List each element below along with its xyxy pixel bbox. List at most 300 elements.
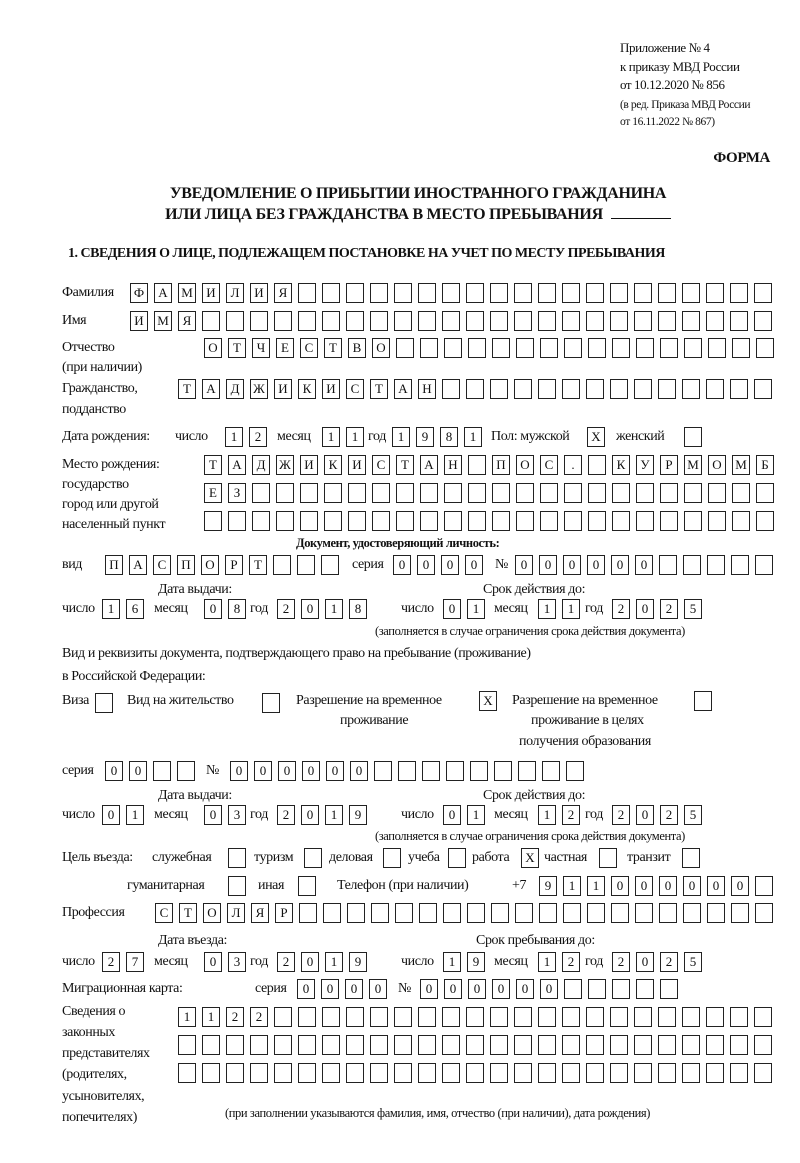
character-cell[interactable] [322,283,340,303]
character-cell[interactable] [754,1007,772,1027]
character-cell[interactable]: 9 [539,876,557,896]
character-cell[interactable]: 0 [102,805,120,825]
character-cell[interactable]: 2 [562,805,580,825]
character-cell[interactable] [492,338,510,358]
character-cell[interactable]: 0 [301,805,319,825]
character-cell[interactable]: О [203,903,221,923]
character-cell[interactable] [322,1063,340,1083]
character-cell[interactable]: И [274,379,292,399]
character-cell[interactable] [347,903,365,923]
character-cell[interactable] [226,311,244,331]
character-cell[interactable]: 0 [515,555,533,575]
character-cell[interactable]: Т [396,455,414,475]
character-cell[interactable]: 0 [326,761,344,781]
character-cell[interactable] [346,1063,364,1083]
character-cell[interactable]: 2 [250,1007,268,1027]
character-cell[interactable]: 0 [636,952,654,972]
character-cell[interactable] [730,283,748,303]
character-cell[interactable] [706,1035,724,1055]
character-cell[interactable]: Т [249,555,267,575]
character-cell[interactable] [755,555,773,575]
character-cell[interactable]: 0 [230,761,248,781]
character-cell[interactable] [346,1007,364,1027]
character-cell[interactable] [304,848,322,868]
character-cell[interactable]: 1 [443,952,461,972]
character-cell[interactable] [588,483,606,503]
character-cell[interactable] [444,511,462,531]
character-cell[interactable] [394,1063,412,1083]
character-cell[interactable] [683,555,701,575]
character-cell[interactable] [586,1063,604,1083]
character-cell[interactable]: 2 [562,952,580,972]
character-cell[interactable] [587,903,605,923]
character-cell[interactable] [636,338,654,358]
character-cell[interactable] [514,1063,532,1083]
character-cell[interactable] [422,761,440,781]
character-cell[interactable] [418,283,436,303]
character-cell[interactable] [228,848,246,868]
character-cell[interactable] [634,311,652,331]
character-cell[interactable]: 2 [226,1007,244,1027]
character-cell[interactable]: Т [370,379,388,399]
character-cell[interactable] [324,511,342,531]
character-cell[interactable]: П [177,555,195,575]
character-cell[interactable]: 1 [464,427,482,447]
character-cell[interactable] [540,338,558,358]
character-cell[interactable]: Д [226,379,244,399]
character-cell[interactable]: 0 [465,555,483,575]
character-cell[interactable]: 0 [302,761,320,781]
character-cell[interactable] [682,311,700,331]
character-cell[interactable] [636,979,654,999]
character-cell[interactable] [490,1063,508,1083]
character-cell[interactable] [566,761,584,781]
character-cell[interactable] [610,379,628,399]
character-cell[interactable]: 5 [684,805,702,825]
character-cell[interactable] [348,511,366,531]
character-cell[interactable]: X [479,691,497,711]
character-cell[interactable]: 0 [659,876,677,896]
character-cell[interactable] [658,1007,676,1027]
character-cell[interactable] [562,1035,580,1055]
character-cell[interactable] [732,483,750,503]
character-cell[interactable] [396,483,414,503]
character-cell[interactable]: Т [228,338,246,358]
character-cell[interactable]: К [612,455,630,475]
character-cell[interactable] [252,483,270,503]
character-cell[interactable] [538,283,556,303]
character-cell[interactable]: 1 [562,599,580,619]
character-cell[interactable] [538,1007,556,1027]
character-cell[interactable] [586,311,604,331]
character-cell[interactable] [371,903,389,923]
character-cell[interactable]: М [732,455,750,475]
character-cell[interactable] [612,483,630,503]
character-cell[interactable]: 9 [349,952,367,972]
character-cell[interactable] [706,1007,724,1027]
character-cell[interactable] [682,1035,700,1055]
character-cell[interactable] [202,1035,220,1055]
character-cell[interactable]: 2 [249,427,267,447]
character-cell[interactable]: О [204,338,222,358]
character-cell[interactable] [730,1007,748,1027]
character-cell[interactable] [731,555,749,575]
character-cell[interactable] [490,283,508,303]
character-cell[interactable]: 8 [440,427,458,447]
character-cell[interactable] [706,379,724,399]
character-cell[interactable] [610,1063,628,1083]
character-cell[interactable]: 6 [126,599,144,619]
character-cell[interactable] [588,455,606,475]
character-cell[interactable] [418,1007,436,1027]
character-cell[interactable]: Е [204,483,222,503]
character-cell[interactable]: 2 [612,599,630,619]
character-cell[interactable] [756,511,774,531]
character-cell[interactable] [153,761,171,781]
character-cell[interactable] [372,483,390,503]
character-cell[interactable] [420,338,438,358]
character-cell[interactable]: М [178,283,196,303]
character-cell[interactable]: 5 [684,952,702,972]
character-cell[interactable]: 0 [611,876,629,896]
character-cell[interactable] [588,979,606,999]
character-cell[interactable]: С [372,455,390,475]
character-cell[interactable] [276,511,294,531]
character-cell[interactable] [682,1063,700,1083]
character-cell[interactable] [518,761,536,781]
character-cell[interactable] [228,511,246,531]
character-cell[interactable] [538,1063,556,1083]
character-cell[interactable] [610,1007,628,1027]
character-cell[interactable] [564,338,582,358]
character-cell[interactable] [586,379,604,399]
character-cell[interactable]: У [636,455,654,475]
character-cell[interactable] [707,555,725,575]
character-cell[interactable] [446,761,464,781]
character-cell[interactable] [490,1007,508,1027]
character-cell[interactable] [658,1035,676,1055]
character-cell[interactable] [394,1007,412,1027]
character-cell[interactable] [562,311,580,331]
character-cell[interactable]: Н [418,379,436,399]
character-cell[interactable]: О [372,338,390,358]
character-cell[interactable]: Я [178,311,196,331]
character-cell[interactable]: К [298,379,316,399]
character-cell[interactable]: С [153,555,171,575]
character-cell[interactable]: 1 [346,427,364,447]
character-cell[interactable] [706,283,724,303]
character-cell[interactable] [610,283,628,303]
character-cell[interactable] [634,1063,652,1083]
character-cell[interactable] [466,1007,484,1027]
character-cell[interactable] [706,311,724,331]
character-cell[interactable] [448,848,466,868]
character-cell[interactable]: Т [179,903,197,923]
character-cell[interactable] [346,1035,364,1055]
character-cell[interactable] [396,338,414,358]
character-cell[interactable] [177,761,195,781]
character-cell[interactable] [466,1063,484,1083]
character-cell[interactable] [658,311,676,331]
character-cell[interactable]: 1 [538,599,556,619]
character-cell[interactable]: 0 [369,979,387,999]
character-cell[interactable] [540,483,558,503]
character-cell[interactable] [418,1063,436,1083]
character-cell[interactable]: 2 [660,805,678,825]
character-cell[interactable] [684,483,702,503]
character-cell[interactable] [612,338,630,358]
character-cell[interactable]: 0 [350,761,368,781]
character-cell[interactable]: Т [204,455,222,475]
character-cell[interactable]: Е [276,338,294,358]
character-cell[interactable] [564,511,582,531]
character-cell[interactable]: 0 [204,952,222,972]
character-cell[interactable] [683,903,701,923]
character-cell[interactable]: 1 [538,952,556,972]
character-cell[interactable]: 0 [443,599,461,619]
character-cell[interactable]: 1 [325,952,343,972]
character-cell[interactable]: Я [251,903,269,923]
character-cell[interactable] [419,903,437,923]
character-cell[interactable] [442,1035,460,1055]
character-cell[interactable] [468,511,486,531]
character-cell[interactable] [634,379,652,399]
character-cell[interactable]: 1 [587,876,605,896]
character-cell[interactable] [466,379,484,399]
character-cell[interactable]: А [394,379,412,399]
character-cell[interactable] [250,311,268,331]
character-cell[interactable] [178,1035,196,1055]
character-cell[interactable]: И [322,379,340,399]
character-cell[interactable]: 0 [105,761,123,781]
character-cell[interactable] [420,511,438,531]
character-cell[interactable] [298,1007,316,1027]
character-cell[interactable] [370,283,388,303]
character-cell[interactable] [226,1063,244,1083]
character-cell[interactable] [658,1063,676,1083]
character-cell[interactable]: С [300,338,318,358]
character-cell[interactable] [658,379,676,399]
character-cell[interactable] [374,761,392,781]
character-cell[interactable] [684,338,702,358]
character-cell[interactable]: 1 [392,427,410,447]
character-cell[interactable]: Ф [130,283,148,303]
character-cell[interactable] [322,1035,340,1055]
character-cell[interactable] [323,903,341,923]
character-cell[interactable]: 1 [225,427,243,447]
character-cell[interactable] [730,379,748,399]
character-cell[interactable] [754,1035,772,1055]
character-cell[interactable]: 1 [126,805,144,825]
character-cell[interactable]: М [154,311,172,331]
character-cell[interactable]: 1 [202,1007,220,1027]
character-cell[interactable] [370,311,388,331]
character-cell[interactable]: 0 [636,805,654,825]
character-cell[interactable] [492,483,510,503]
character-cell[interactable] [586,283,604,303]
character-cell[interactable]: О [201,555,219,575]
character-cell[interactable]: 0 [204,805,222,825]
character-cell[interactable] [660,511,678,531]
character-cell[interactable] [370,1007,388,1027]
character-cell[interactable]: В [348,338,366,358]
character-cell[interactable]: И [130,311,148,331]
character-cell[interactable] [276,483,294,503]
character-cell[interactable] [494,761,512,781]
character-cell[interactable] [468,483,486,503]
character-cell[interactable]: 9 [349,805,367,825]
character-cell[interactable]: Л [227,903,245,923]
character-cell[interactable] [420,483,438,503]
character-cell[interactable] [538,1035,556,1055]
character-cell[interactable] [682,1007,700,1027]
character-cell[interactable]: 0 [683,876,701,896]
character-cell[interactable]: 0 [301,599,319,619]
character-cell[interactable] [539,903,557,923]
character-cell[interactable] [732,338,750,358]
character-cell[interactable]: 1 [325,599,343,619]
character-cell[interactable] [466,311,484,331]
character-cell[interactable] [370,1063,388,1083]
character-cell[interactable] [634,1007,652,1027]
character-cell[interactable]: 9 [467,952,485,972]
character-cell[interactable]: М [684,455,702,475]
character-cell[interactable]: И [300,455,318,475]
character-cell[interactable] [635,903,653,923]
character-cell[interactable]: С [155,903,173,923]
character-cell[interactable] [659,555,677,575]
character-cell[interactable]: 1 [102,599,120,619]
character-cell[interactable]: А [129,555,147,575]
character-cell[interactable] [226,1035,244,1055]
character-cell[interactable] [262,693,280,713]
character-cell[interactable] [298,1063,316,1083]
character-cell[interactable] [250,1035,268,1055]
character-cell[interactable]: А [420,455,438,475]
character-cell[interactable]: 0 [492,979,510,999]
character-cell[interactable] [297,555,315,575]
character-cell[interactable] [682,379,700,399]
character-cell[interactable]: И [348,455,366,475]
character-cell[interactable] [491,903,509,923]
character-cell[interactable]: Р [660,455,678,475]
character-cell[interactable]: 0 [278,761,296,781]
character-cell[interactable] [755,903,773,923]
character-cell[interactable] [467,903,485,923]
character-cell[interactable] [396,511,414,531]
character-cell[interactable] [542,761,560,781]
character-cell[interactable] [562,283,580,303]
character-cell[interactable] [442,379,460,399]
character-cell[interactable]: 2 [277,805,295,825]
character-cell[interactable] [394,311,412,331]
character-cell[interactable]: 5 [684,599,702,619]
character-cell[interactable]: 2 [277,599,295,619]
character-cell[interactable] [586,1007,604,1027]
character-cell[interactable] [442,311,460,331]
character-cell[interactable]: С [346,379,364,399]
character-cell[interactable]: 0 [707,876,725,896]
character-cell[interactable] [515,903,533,923]
character-cell[interactable] [634,1035,652,1055]
character-cell[interactable]: П [105,555,123,575]
character-cell[interactable]: Р [225,555,243,575]
character-cell[interactable] [204,511,222,531]
character-cell[interactable] [274,1035,292,1055]
character-cell[interactable] [274,311,292,331]
character-cell[interactable] [684,511,702,531]
character-cell[interactable] [706,1063,724,1083]
character-cell[interactable] [468,338,486,358]
character-cell[interactable]: Н [444,455,462,475]
character-cell[interactable] [298,283,316,303]
character-cell[interactable]: Р [275,903,293,923]
character-cell[interactable] [732,511,750,531]
character-cell[interactable] [398,761,416,781]
character-cell[interactable]: 0 [204,599,222,619]
character-cell[interactable]: Ч [252,338,270,358]
character-cell[interactable] [492,511,510,531]
character-cell[interactable] [394,1035,412,1055]
character-cell[interactable] [730,1035,748,1055]
character-cell[interactable] [636,511,654,531]
character-cell[interactable] [610,311,628,331]
character-cell[interactable]: Т [324,338,342,358]
character-cell[interactable]: 0 [516,979,534,999]
character-cell[interactable]: П [492,455,510,475]
character-cell[interactable]: Б [756,455,774,475]
character-cell[interactable]: И [250,283,268,303]
character-cell[interactable]: 0 [345,979,363,999]
character-cell[interactable]: С [540,455,558,475]
character-cell[interactable] [372,511,390,531]
character-cell[interactable]: X [587,427,605,447]
character-cell[interactable]: 2 [660,952,678,972]
character-cell[interactable] [611,903,629,923]
character-cell[interactable]: 0 [540,979,558,999]
character-cell[interactable] [346,311,364,331]
character-cell[interactable] [346,283,364,303]
character-cell[interactable] [754,1063,772,1083]
character-cell[interactable]: И [202,283,220,303]
character-cell[interactable]: 0 [301,952,319,972]
character-cell[interactable]: Ж [276,455,294,475]
character-cell[interactable]: 0 [731,876,749,896]
character-cell[interactable] [636,483,654,503]
character-cell[interactable] [300,483,318,503]
character-cell[interactable]: Л [226,283,244,303]
character-cell[interactable] [612,511,630,531]
character-cell[interactable] [516,511,534,531]
character-cell[interactable]: 0 [441,555,459,575]
character-cell[interactable] [394,283,412,303]
character-cell[interactable] [707,903,725,923]
character-cell[interactable]: 8 [228,599,246,619]
character-cell[interactable]: О [516,455,534,475]
character-cell[interactable] [370,1035,388,1055]
character-cell[interactable]: 0 [636,599,654,619]
character-cell[interactable]: 0 [297,979,315,999]
character-cell[interactable] [322,311,340,331]
character-cell[interactable]: 0 [635,555,653,575]
character-cell[interactable] [466,283,484,303]
character-cell[interactable] [564,483,582,503]
character-cell[interactable] [442,1007,460,1027]
character-cell[interactable] [95,693,113,713]
character-cell[interactable] [730,1063,748,1083]
character-cell[interactable] [443,903,461,923]
character-cell[interactable]: А [154,283,172,303]
